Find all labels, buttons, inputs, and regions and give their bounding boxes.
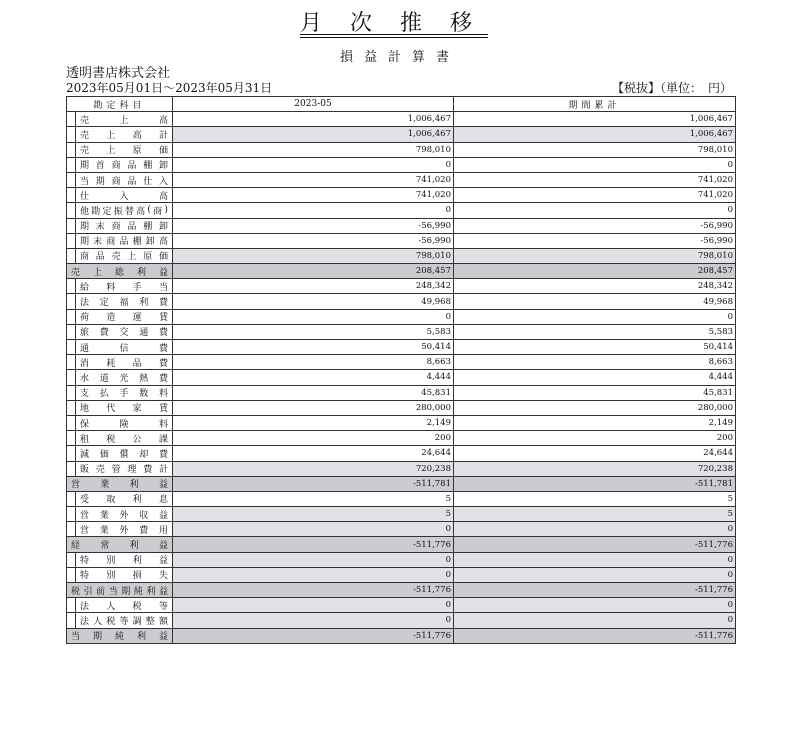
- month-value: -511,781: [173, 476, 454, 491]
- table-row: [67, 355, 736, 370]
- cumulative-value: 49,968: [454, 294, 736, 309]
- account-label-cell: 販 売 管 理 費 計: [67, 461, 173, 476]
- table-row: [67, 112, 736, 127]
- month-value: 5: [173, 491, 454, 506]
- account-label-cell: 法 定 福 利 費: [67, 294, 173, 309]
- cumulative-value: 720,238: [454, 461, 736, 476]
- account-label-cell: 売 上 原 価: [67, 142, 173, 157]
- month-value: 798,010: [173, 248, 454, 263]
- month-value: 8,663: [173, 355, 454, 370]
- month-value: 5,583: [173, 324, 454, 339]
- title-underline-2: [300, 37, 488, 38]
- account-label-cell: 経 常 利 益: [67, 537, 173, 552]
- account-label-cell: 営 業 利 益: [67, 476, 173, 491]
- cumulative-value: 4,444: [454, 370, 736, 385]
- header-cumulative: 期間累計: [454, 97, 736, 112]
- table-row: [67, 415, 736, 430]
- account-label-cell: 他 勘 定 振 替 高 ( 商 ): [67, 203, 173, 218]
- month-value: 0: [173, 598, 454, 613]
- table-row: [67, 309, 736, 324]
- table-row: [67, 142, 736, 157]
- account-label-cell: 水 道 光 熱 費: [67, 370, 173, 385]
- tax-unit-note: 【税抜】（単位： 円）: [611, 81, 732, 95]
- month-value: 0: [173, 552, 454, 567]
- table-row: [67, 264, 736, 279]
- table-row: [67, 233, 736, 248]
- month-value: 200: [173, 431, 454, 446]
- month-value: 741,020: [173, 172, 454, 187]
- title-underline: [300, 34, 488, 35]
- account-label-cell: 期 首 商 品 棚 卸: [67, 157, 173, 172]
- cumulative-value: 0: [454, 203, 736, 218]
- table-row: [67, 461, 736, 476]
- table-row: [67, 491, 736, 506]
- month-value: 2,149: [173, 415, 454, 430]
- table-row: [67, 157, 736, 172]
- report-subtitle: 損益計算書: [339, 50, 460, 65]
- month-value: -511,776: [173, 628, 454, 643]
- account-label-cell: 荷 造 運 賃: [67, 309, 173, 324]
- table-row: [67, 598, 736, 613]
- account-label-cell: 租 税 公 課: [67, 431, 173, 446]
- table-row: [67, 400, 736, 415]
- cumulative-value: 0: [454, 522, 736, 537]
- table-row: [67, 279, 736, 294]
- month-value: 208,457: [173, 264, 454, 279]
- account-label-cell: 期 末 商 品 棚 卸 高: [67, 233, 173, 248]
- table-row: [67, 340, 736, 355]
- cumulative-value: 1,006,467: [454, 112, 736, 127]
- account-label-cell: 特 別 損 失: [67, 567, 173, 582]
- cumulative-value: 0: [454, 157, 736, 172]
- table-row: [67, 583, 736, 598]
- report-title: 月次推移: [299, 11, 500, 36]
- header-month: 2023-05: [173, 97, 454, 112]
- account-label-cell: 当 期 商 品 仕 入: [67, 172, 173, 187]
- month-value: -56,990: [173, 233, 454, 248]
- month-value: 5: [173, 507, 454, 522]
- table-row: [67, 476, 736, 491]
- month-value: -56,990: [173, 218, 454, 233]
- cumulative-value: 0: [454, 552, 736, 567]
- month-value: -511,776: [173, 537, 454, 552]
- account-label-cell: 給 料 手 当: [67, 279, 173, 294]
- account-label-cell: 減 価 償 却 費: [67, 446, 173, 461]
- table-row: [67, 522, 736, 537]
- month-value: 49,968: [173, 294, 454, 309]
- cumulative-value: 50,414: [454, 340, 736, 355]
- table-row: [67, 537, 736, 552]
- month-value: 741,020: [173, 188, 454, 203]
- account-label-cell: 期 末 商 品 棚 卸: [67, 218, 173, 233]
- table-row: [67, 567, 736, 582]
- cumulative-value: 280,000: [454, 400, 736, 415]
- month-value: 1,006,467: [173, 127, 454, 142]
- table-row: [67, 431, 736, 446]
- table-row: [67, 203, 736, 218]
- account-label-cell: 特 別 利 益: [67, 552, 173, 567]
- cumulative-value: 741,020: [454, 172, 736, 187]
- table-body: [67, 112, 736, 644]
- account-label-cell: 売 上 高: [67, 112, 173, 127]
- cumulative-value: 8,663: [454, 355, 736, 370]
- table-row: [67, 385, 736, 400]
- cumulative-value: 798,010: [454, 142, 736, 157]
- cumulative-value: 200: [454, 431, 736, 446]
- month-value: 0: [173, 567, 454, 582]
- month-value: 248,342: [173, 279, 454, 294]
- cumulative-value: 1,006,467: [454, 127, 736, 142]
- account-label-cell: 通 信 費: [67, 340, 173, 355]
- cumulative-value: 45,831: [454, 385, 736, 400]
- account-label-cell: 法 人 税 等: [67, 598, 173, 613]
- table-row: [67, 188, 736, 203]
- month-value: 0: [173, 203, 454, 218]
- cumulative-value: -511,781: [454, 476, 736, 491]
- table-row: [67, 218, 736, 233]
- cumulative-value: 0: [454, 598, 736, 613]
- account-label-cell: 税 引 前 当 期 純 利 益: [67, 583, 173, 598]
- account-label-cell: 当 期 純 利 益: [67, 628, 173, 643]
- account-label-cell: 支 払 手 数 料: [67, 385, 173, 400]
- account-label-cell: 旅 費 交 通 費: [67, 324, 173, 339]
- month-value: 24,644: [173, 446, 454, 461]
- account-label-cell: 地 代 家 賃: [67, 400, 173, 415]
- month-value: 0: [173, 613, 454, 628]
- table-row: [67, 613, 736, 628]
- account-label-cell: 営 業 外 収 益: [67, 507, 173, 522]
- month-value: 720,238: [173, 461, 454, 476]
- cumulative-value: 741,020: [454, 188, 736, 203]
- cumulative-value: 0: [454, 567, 736, 582]
- cumulative-value: -511,776: [454, 537, 736, 552]
- month-value: -511,776: [173, 583, 454, 598]
- account-label-cell: 売 上 高 計: [67, 127, 173, 142]
- table-row: [67, 294, 736, 309]
- month-value: 1,006,467: [173, 112, 454, 127]
- month-value: 280,000: [173, 400, 454, 415]
- company-name: 透明書店株式会社: [66, 66, 171, 81]
- account-label-cell: 営 業 外 費 用: [67, 522, 173, 537]
- month-value: 798,010: [173, 142, 454, 157]
- report-period: 2023年05月01日～2023年05月31日: [66, 81, 273, 95]
- cumulative-value: 798,010: [454, 248, 736, 263]
- table-row: [67, 127, 736, 142]
- cumulative-value: -56,990: [454, 233, 736, 248]
- table-row: [67, 552, 736, 567]
- account-label-cell: 保 険 料: [67, 415, 173, 430]
- month-value: 50,414: [173, 340, 454, 355]
- cumulative-value: 248,342: [454, 279, 736, 294]
- month-value: 45,831: [173, 385, 454, 400]
- account-label-cell: 売 上 総 利 益: [67, 264, 173, 279]
- cumulative-value: 24,644: [454, 446, 736, 461]
- account-label-cell: 受 取 利 息: [67, 491, 173, 506]
- cumulative-value: 0: [454, 613, 736, 628]
- table-row: [67, 172, 736, 187]
- cumulative-value: 5: [454, 491, 736, 506]
- month-value: 0: [173, 309, 454, 324]
- header-account: 勘定科目: [67, 97, 173, 112]
- table-row: [67, 628, 736, 643]
- table-row: [67, 324, 736, 339]
- cumulative-value: -511,776: [454, 628, 736, 643]
- table-row: [67, 507, 736, 522]
- month-value: 0: [173, 157, 454, 172]
- cumulative-value: 0: [454, 309, 736, 324]
- cumulative-value: 2,149: [454, 415, 736, 430]
- cumulative-value: -511,776: [454, 583, 736, 598]
- table-row: [67, 446, 736, 461]
- cumulative-value: 208,457: [454, 264, 736, 279]
- table-row: [67, 370, 736, 385]
- account-label-cell: 法 人 税 等 調 整 額: [67, 613, 173, 628]
- account-label-cell: 商 品 売 上 原 価: [67, 248, 173, 263]
- table-row: [67, 248, 736, 263]
- account-label-cell: 消 耗 品 費: [67, 355, 173, 370]
- month-value: 0: [173, 522, 454, 537]
- month-value: 4,444: [173, 370, 454, 385]
- table-header-row: [67, 97, 736, 112]
- cumulative-value: 5: [454, 507, 736, 522]
- cumulative-value: -56,990: [454, 218, 736, 233]
- account-label-cell: 仕 入 高: [67, 188, 173, 203]
- cumulative-value: 5,583: [454, 324, 736, 339]
- income-statement-table: [66, 96, 736, 644]
